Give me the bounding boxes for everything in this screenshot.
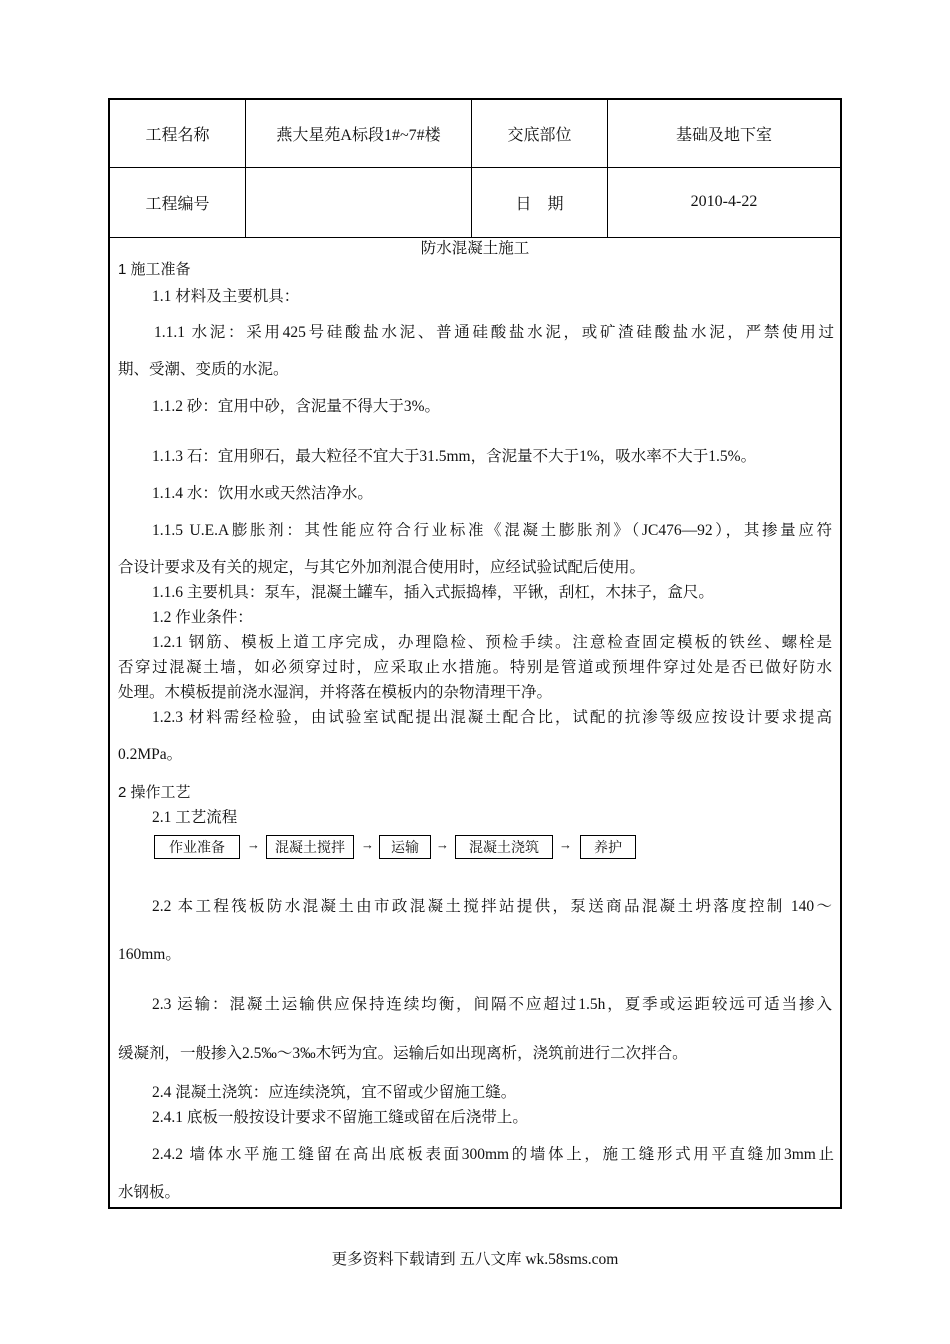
header-row-2 xyxy=(110,167,840,238)
flow-step-mixing: 混凝土搅拌 xyxy=(266,835,354,859)
footer-note: 更多资料下载请到 五八文库 wk.58sms.com xyxy=(331,1251,619,1268)
document-title: 防水混凝土施工 xyxy=(420,240,530,257)
para-1-1-2: 1.1.2 砂：宜用中砂，含泥量不得大于3%。 xyxy=(152,398,441,415)
para-1-1: 1.1 材料及主要机具： xyxy=(152,288,300,305)
para-2-4-2-b: 水钢板。 xyxy=(118,1184,181,1201)
flow-arrow-icon: → xyxy=(436,837,449,852)
para-2-4: 2.4 混凝土浇筑：应连续浇筑，宜不留或少留施工缝。 xyxy=(152,1084,517,1101)
para-2-1: 2.1 工艺流程 xyxy=(152,809,238,826)
flow-step-prepare: 作业准备 xyxy=(154,835,240,859)
project-name-value: 燕大星苑A标段1#~7#楼 xyxy=(246,100,472,167)
flow-step-pouring: 混凝土浇筑 xyxy=(455,835,553,859)
para-1-1-3: 1.1.3 石：宜用卵石，最大粒径不宜大于31.5mm，含泥量不大于1%，吸水率不大于1.5%。 xyxy=(152,448,757,465)
project-name-label: 工程名称 xyxy=(110,100,246,167)
disclosure-table xyxy=(108,98,842,1209)
disclosure-part-value: 基础及地下室 xyxy=(675,127,772,144)
para-1-1-6: 1.1.6 主要机具：泵车，混凝土罐车，插入式振捣棒，平锹，刮杠，木抹子，盒尺。 xyxy=(152,584,714,601)
para-2-4-1: 2.4.1 底板一般按设计要求不留施工缝或留在后浇带上。 xyxy=(152,1109,528,1126)
flow-arrow-icon: → xyxy=(247,837,260,852)
flow-arrow-icon: → xyxy=(559,837,572,852)
para-2-2-b: 160mm。 xyxy=(118,946,181,963)
flow-step-transport: 运输 xyxy=(379,835,431,859)
disclosure-part-label: 交底部位 xyxy=(472,100,608,167)
para-1-1-1-b: 期、受潮、变质的水泥。 xyxy=(118,361,289,378)
para-1-1-5-b: 合设计要求及有关的规定，与其它外加剂混合使用时，应经试验试配后使用。 xyxy=(118,559,646,576)
para-1-1-1-a: 1.1.1 水泥：采用425号硅酸盐水泥、普通硅酸盐水泥，或矿渣硅酸盐水泥，严禁使用过 xyxy=(154,324,834,341)
para-1-2-1-b: 否穿过混凝土墙，如必须穿过时，应采取止水措施。特别是管道或预埋件穿过处是否已做好防水 xyxy=(118,659,832,676)
para-1-2-1-a: 1.2.1 钢筋、模板上道工序完成，办理隐检、预检手续。注意检查固定模板的铁丝、螺栓是 xyxy=(152,634,832,651)
para-1-2: 1.2 作业条件： xyxy=(152,609,253,626)
date-label: 日 期 xyxy=(472,167,608,237)
para-1-2-3-b: 0.2MPa。 xyxy=(118,746,183,763)
para-2-2-a: 2.2 本工程筏板防水混凝土由市政混凝土搅拌站提供，泵送商品混凝土坍落度控制 140～ xyxy=(152,898,832,915)
flow-step-curing: 养护 xyxy=(580,835,636,859)
flow-arrow-icon: → xyxy=(361,837,374,852)
process-flow xyxy=(110,835,840,861)
para-1-2-3-a: 1.2.3 材料需经检验，由试验室试配提出混凝土配合比，试配的抗渗等级应按设计要求提高 xyxy=(152,709,832,726)
para-1-1-5-a: 1.1.5 U.E.A膨胀剂：其性能应符合行业标准《混凝土膨胀剂》（JC476—92），其掺量应符 xyxy=(152,522,832,539)
para-2-3-a: 2.3 运输：混凝土运输供应保持连续均衡，间隔不应超过1.5h，夏季或运距较远可适当掺入 xyxy=(152,996,832,1013)
project-number-value xyxy=(246,167,472,237)
section-2-heading: 2 操作工艺 xyxy=(118,784,191,801)
project-number-label: 工程编号 xyxy=(110,167,246,237)
date-value: 2010-4-22 xyxy=(690,193,758,210)
para-1-1-4: 1.1.4 水：饮用水或天然洁净水。 xyxy=(152,485,373,502)
para-1-2-1-c: 处理。木模板提前浇水湿润，并将落在模板内的杂物清理干净。 xyxy=(118,684,553,701)
para-2-4-2-a: 2.4.2 墙体水平施工缝留在高出底板表面300mm的墙体上，施工缝形式用平直缝加3mm止 xyxy=(152,1146,834,1163)
para-2-3-b: 缓凝剂，一般掺入2.5‰～3‰木钙为宜。运输后如出现离析，浇筑前进行二次拌合。 xyxy=(118,1045,688,1062)
header-row-1 xyxy=(110,100,840,168)
section-1-heading: 1 施工准备 xyxy=(118,261,191,278)
